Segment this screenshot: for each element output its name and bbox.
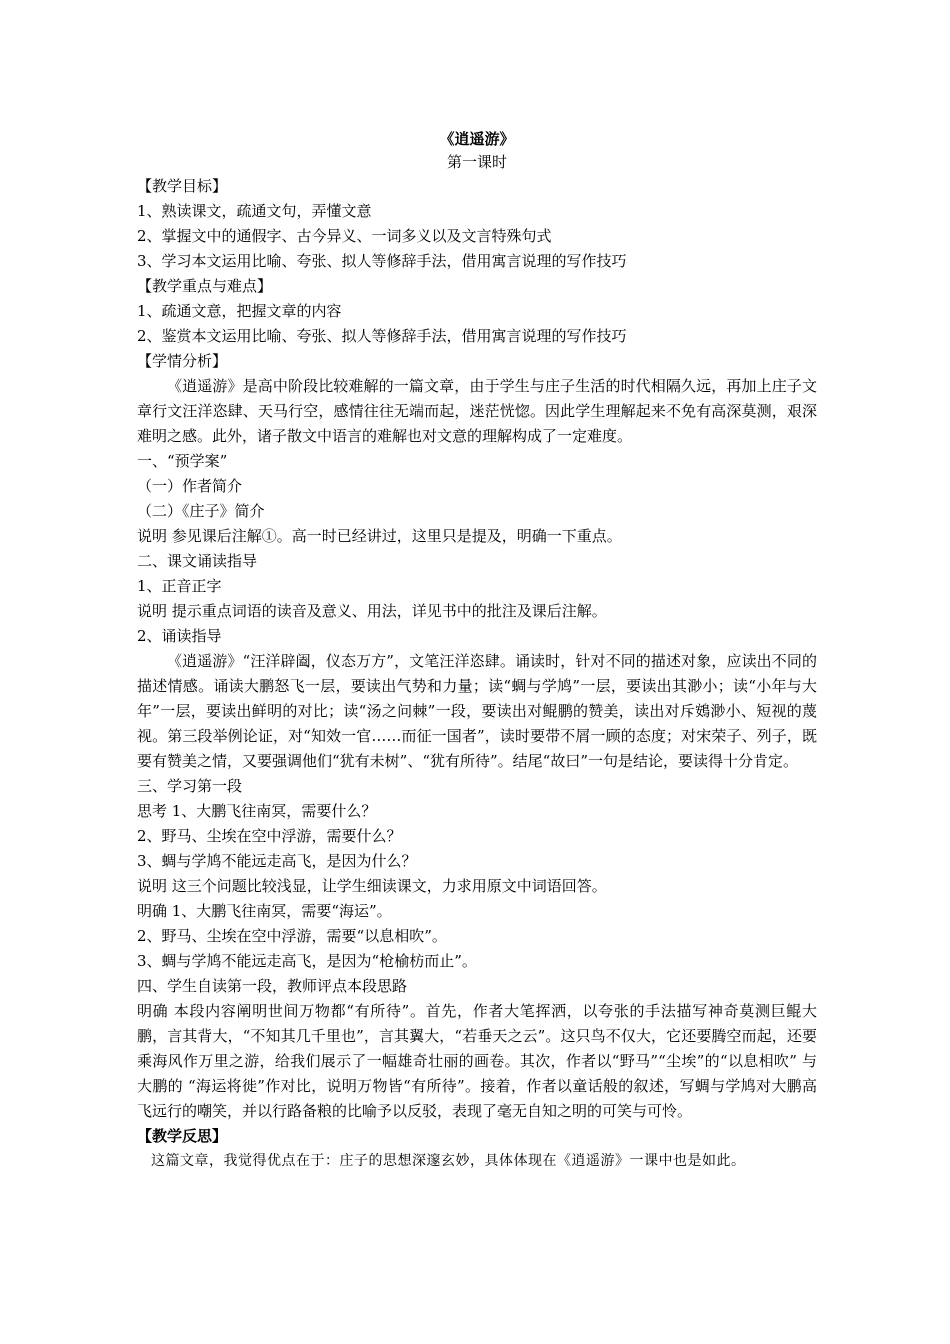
section-3-heading: 三、学习第一段 bbox=[137, 777, 243, 795]
reflection-paragraph: 这篇文章，我觉得优点在于：庄子的思想深邃玄妙，具体体现在《逍遥游》一课中也是如此。 bbox=[151, 1153, 746, 1169]
document-title: 《逍遥游》 bbox=[439, 130, 515, 148]
section-3-line: 2、野马、尘埃在空中浮游，需要“以息相吹”。 bbox=[137, 927, 447, 945]
key-point-item: 2、鉴赏本文运用比喻、夸张、拟人等修辞手法，借用寓言说理的写作技巧 bbox=[137, 327, 627, 345]
section-3-line: 3、蜩与学鸠不能远走高飞，是因为什么？ bbox=[137, 852, 417, 870]
section-2-item: 2、诵读指导 bbox=[137, 627, 222, 645]
goal-item: 2、掌握文中的通假字、古今异义、一词多义以及文言特殊句式 bbox=[137, 227, 552, 245]
document-subtitle: 第一课时 bbox=[446, 153, 507, 171]
section-3-line: 2、野马、尘埃在空中浮游，需要什么？ bbox=[137, 827, 402, 845]
goals-heading: 【教学目标】 bbox=[137, 177, 228, 195]
section-2-item: 1、正音正字 bbox=[137, 577, 222, 595]
section-3-line: 明确 1、大鹏飞往南冥，需要“海运”。 bbox=[137, 902, 392, 920]
section-3-line: 思考 1、大鹏飞往南冥，需要什么？ bbox=[137, 802, 377, 820]
section-1-note: 说明 参见课后注解①。高一时已经讲过，这里只是提及，明确一下重点。 bbox=[137, 527, 622, 545]
analysis-paragraph: 《逍遥游》是高中阶段比较难解的一篇文章，由于学生与庄子生活的时代相隔久远，再加上庄子文章行文汪洋恣肆、天马行空，感情往往无端而起，迷茫恍惚。因此学生理解起来不免有高深莫测，艰深难明之感。此外，诸子散文中语言的难解也对文意的理解构成了一定难度。 bbox=[137, 377, 817, 445]
key-points-heading: 【教学重点与难点】 bbox=[137, 277, 273, 295]
section-3-line: 3、蜩与学鸠不能远走高飞，是因为“枪榆枋而止”。 bbox=[137, 952, 477, 970]
document-page bbox=[137, 128, 817, 1174]
section-2-heading: 二、课文诵读指导 bbox=[137, 552, 258, 570]
analysis-heading: 【学情分析】 bbox=[137, 352, 228, 370]
section-1-item: （二）《庄子》简介 bbox=[137, 502, 265, 520]
key-point-item: 1、疏通文意，把握文章的内容 bbox=[137, 302, 342, 320]
section-4-heading: 四、学生自读第一段，教师评点本段思路 bbox=[137, 977, 408, 995]
section-2-note: 说明 提示重点词语的读音及意义、用法，详见书中的批注及课后注解。 bbox=[137, 602, 607, 620]
section-1-item: （一）作者简介 bbox=[137, 477, 243, 495]
goal-item: 3、学习本文运用比喻、夸张、拟人等修辞手法，借用寓言说理的写作技巧 bbox=[137, 252, 627, 270]
goal-item: 1、熟读课文，疏通文句，弄懂文意 bbox=[137, 202, 372, 220]
section-3-line: 说明 这三个问题比较浅显，让学生细读课文，力求用原文中词语回答。 bbox=[137, 877, 607, 895]
recitation-paragraph: 《逍遥游》“汪洋辟阖，仪态万方”，文笔汪洋恣肆。诵读时，针对不同的描述对象，应读出不同的描述情感。诵读大鹏怒飞一层，要读出气势和力量；读“蜩与学鸠”一层，要读出其渺小；读“小年与大年”一层，要读出鲜明的对比；读“汤之问棘”一段，要读出对鲲鹏的赞美，读出对斥鴳渺小、短视的蔑视。第三段举例论证，对“知效一官……而征一国者”，读时要带不屑一顾的态度；对宋荣子、列子，既要有赞美之情，又要强调他们“犹有未树”、“犹有所待”。结尾“故曰”一句是结论，要读得十分肯定。 bbox=[137, 652, 817, 770]
section-4-paragraph: 明确 本段内容阐明世间万物都“有所待”。首先，作者大笔挥洒，以夸张的手法描写神奇莫测巨鲲大鹏，言其背大，“不知其几千里也”，言其翼大，“若垂天之云”。这只鸟不仅大，它还要腾空而起，还要乘海风作万里之游，给我们展示了一幅雄奇壮丽的画卷。其次，作者以“野马”“尘埃”的“以息相吹” 与大鹏的 “海运将徙”作对比，说明万物皆“有所待”。接着，作者以童话般的叙述，写蜩与学鸠对大鹏高飞远行的嘲笑，并以行路备粮的比喻予以反驳，表现了毫无自知之明的可笑与可怜。 bbox=[137, 1002, 817, 1120]
reflection-heading: 【教学反思】 bbox=[137, 1127, 228, 1145]
section-1-heading: 一、“预学案” bbox=[137, 452, 228, 470]
